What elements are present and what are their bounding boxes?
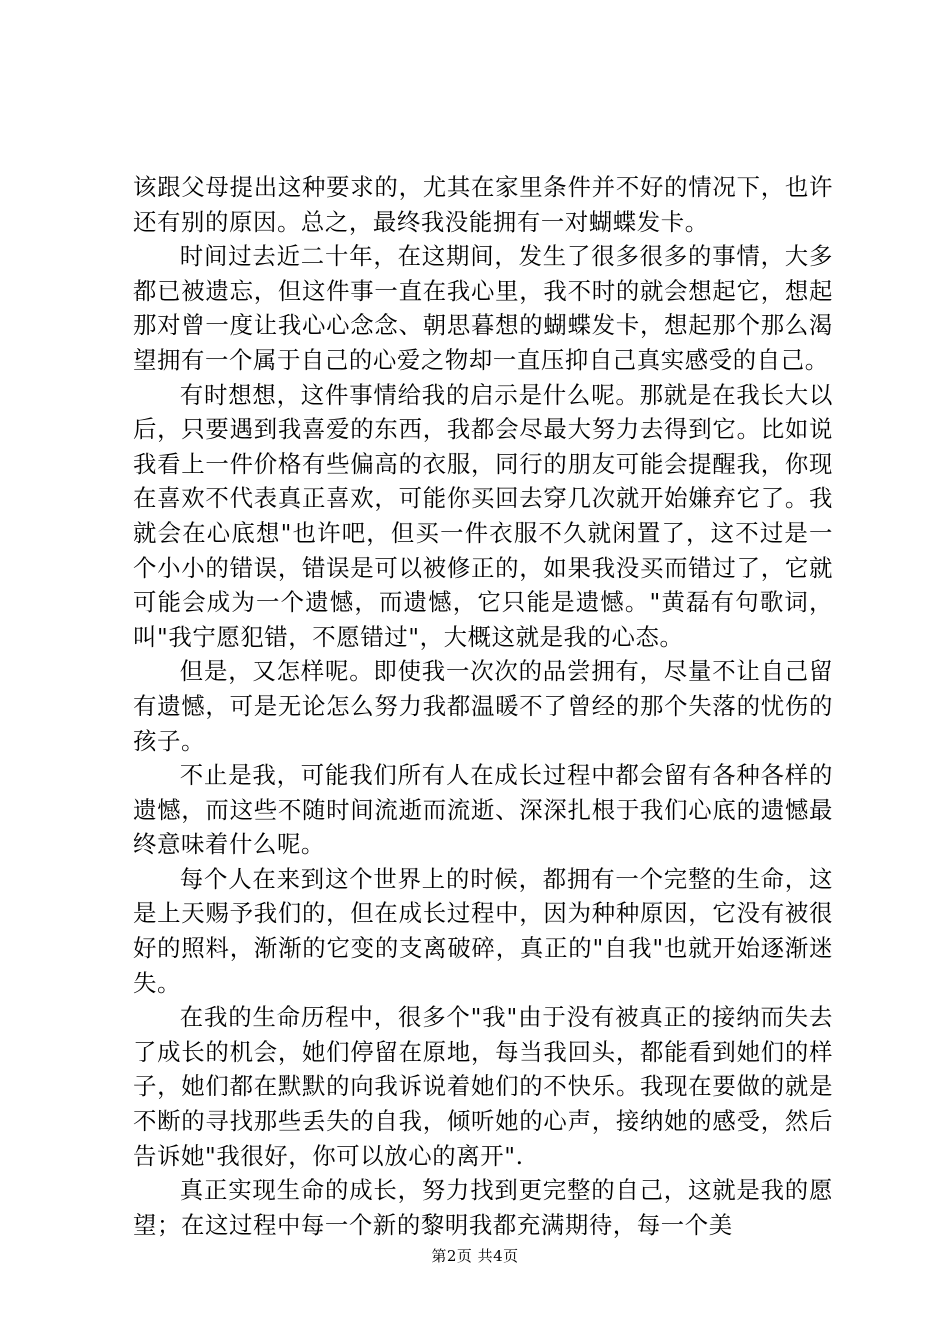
paragraph-2: 时间过去近二十年，在这期间，发生了很多很多的事情，大多都已被遗忘，但这件事一直在我心里，我不时的就会想起它，想起那对曾一度让我心心念念、朝思暮想的蝴蝶发卡，想起那个那么渴望拥有一个属于自己的心爱之物却一直压抑自己真实感受的自己。 <box>133 242 833 374</box>
paragraph-6: 每个人在来到这个世界上的时候，都拥有一个完整的生命，这是上天赐予我们的，但在成长过程中，因为种种原因，它没有被很好的照料，渐渐的它变的支离破碎，真正的"自我"也就开始逐渐迷失。 <box>133 864 833 997</box>
paragraph-4: 但是，又怎样呢。即使我一次次的品尝拥有，尽量不让自己留有遗憾，可是无论怎么努力我都温暖不了曾经的那个失落的忧伤的孩子。 <box>133 657 833 755</box>
paragraph-3: 有时想想，这件事情给我的启示是什么呢。那就是在我长大以后，只要遇到我喜爱的东西，我都会尽最大努力去得到它。比如说我看上一件价格有些偏高的衣服，同行的朋友可能会提醒我，你现在喜欢不代表真正喜欢，可能你买回去穿几次就开始嫌弃它了。我就会在心底想"也许吧，但买一件衣服不久就闲置了，这不过是一个小小的错误，错误是可以被修正的，如果我没买而错过了，它就可能会成为一个遗憾，而遗憾，它只能是遗憾。"黄磊有句歌词，叫"我宁愿犯错，不愿错过"，大概这就是我的心态。 <box>133 380 833 651</box>
page-number-footer: 第2页 共4页 <box>431 1247 519 1265</box>
body-text <box>133 170 833 1242</box>
paragraph-8: 真正实现生命的成长，努力找到更完整的自己，这就是我的愿望；在这过程中每一个新的黎明我都充满期待，每一个美 <box>133 1176 833 1239</box>
paragraph-1: 该跟父母提出这种要求的，尤其在家里条件并不好的情况下，也许还有别的原因。总之，最终我没能拥有一对蝴蝶发卡。 <box>133 173 833 236</box>
paragraph-5: 不止是我，可能我们所有人在成长过程中都会留有各种各样的遗憾，而这些不随时间流逝而流逝、深深扎根于我们心底的遗憾最终意味着什么呢。 <box>133 761 833 859</box>
paragraph-7: 在我的生命历程中，很多个"我"由于没有被真正的接纳而失去了成长的机会，她们停留在原地，每当我回头，都能看到她们的样子，她们都在默默的向我诉说着她们的不快乐。我现在要做的就是不断的寻找那些丢失的自我，倾听她的心声，接纳她的感受，然后告诉她"我很好，你可以放心的离开". <box>133 1003 833 1170</box>
